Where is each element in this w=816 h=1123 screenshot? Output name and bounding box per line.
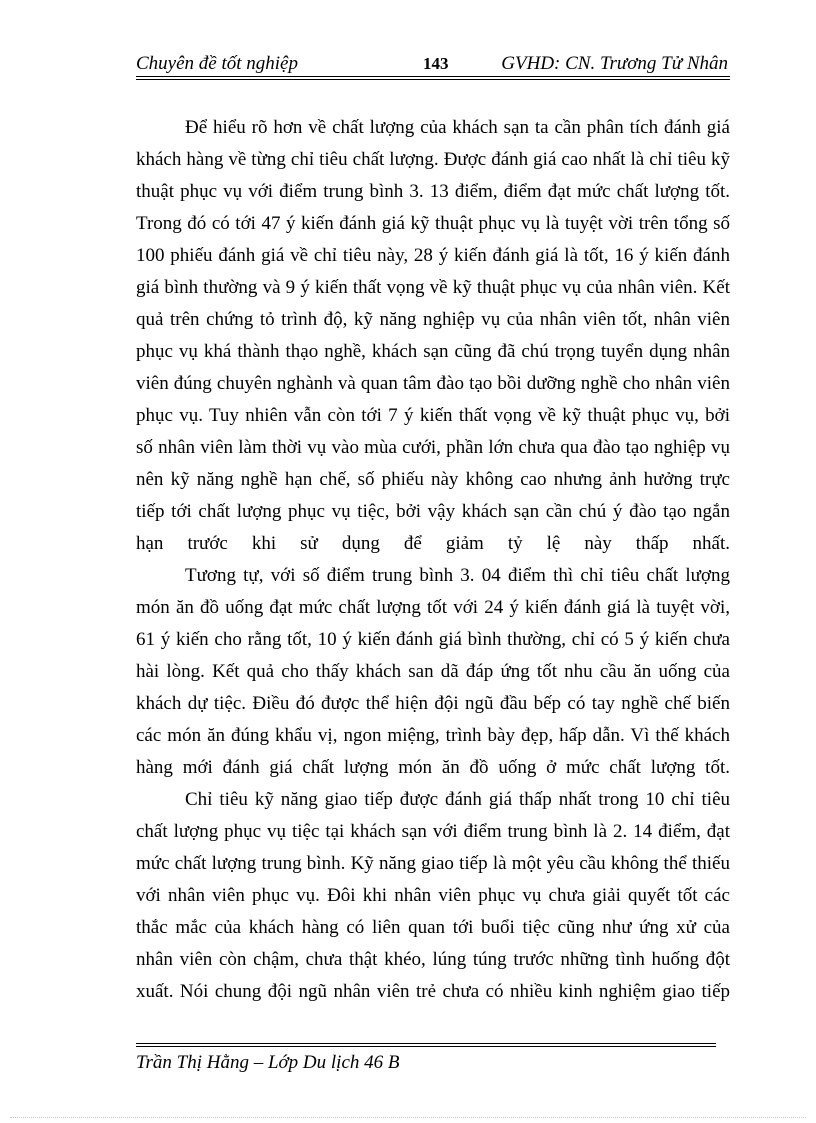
text-line: Chỉ tiêu kỹ năng giao tiếp được đánh giá thấp nhất trong 10 chỉ tiêu [185,789,730,810]
text-line: Trong đó có tới 47 ý kiến đánh giá kỹ thuật phục vụ là tuyệt vời trên tổng số [136,213,730,234]
header-page-number: 143 [423,54,449,73]
body-text [136,112,730,1008]
text-line: với nhân viên phục vụ. Đôi khi nhân viên phục vụ chưa giải quyết tốt các [136,885,730,906]
text-line: xuất. Nói chung đội ngũ nhân viên trẻ chưa có nhiều kinh nghiệm giao tiếp [136,981,730,1002]
text-line: khách dự tiệc. Điều đó được thể hiện đội ngũ đầu bếp có tay nghề chế biến [136,693,730,714]
text-line: số nhân viên làm thời vụ vào mùa cưới, phần lớn chưa qua đào tạo nghiệp vụ [136,437,730,458]
page-footer: Trần Thị Hằng – Lớp Du lịch 46 B [136,1052,400,1073]
footer-rule-thin [136,1043,716,1044]
text-line: nên kỹ năng nghề hạn chế, số phiếu này không cao nhưng ảnh hưởng trực [136,469,730,490]
page-bottom-divider [10,1117,806,1118]
text-line: chất lượng phục vụ tiệc tại khách sạn với điểm trung bình là 2. 14 điểm, đạt [136,821,730,842]
text-line: hài lòng. Kết quả cho thấy khách san dã đáp ứng tốt nhu cầu ăn uống của [136,661,730,682]
text-line: thắc mắc của khách hàng có liên quan tới buổi tiệc cũng như ứng xử của [136,917,730,938]
header-rule [136,76,730,77]
text-line: tiếp tới chất lượng phục vụ tiệc, bởi vậy khách sạn cần chú ý đào tạo ngắn [136,501,730,522]
text-line: khách hàng về từng chỉ tiêu chất lượng. Được đánh giá cao nhất là chỉ tiêu kỹ [136,149,730,170]
text-line: phục vụ khá thành thạo nghề, khách sạn cũng đã chú trọng tuyển dụng nhân [136,341,730,362]
text-line: viên đúng chuyên nghành và quan tâm đào tạo bồi dưỡng nghề cho nhân viên [136,373,730,394]
text-line: các món ăn đúng khẩu vị, ngon miệng, trình bày đẹp, hấp dẫn. Vì thế khách [136,725,730,746]
text-line: hàng mới đánh giá chất lượng món ăn đồ uống ở mức chất lượng tốt. [136,757,730,778]
text-line: món ăn đồ uống đạt mức chất lượng tốt với 24 ý kiến đánh giá là tuyệt vời, [136,597,730,618]
text-line: Để hiểu rõ hơn về chất lượng của khách sạn ta cần phân tích đánh giá [185,117,730,138]
text-line: mức chất lượng trung bình. Kỹ năng giao tiếp là một yêu cầu không thể thiếu [136,853,730,874]
text-line: giá bình thường và 9 ý kiến thất vọng về kỹ thuật phục vụ của nhân viên. Kết [136,277,730,298]
text-line: thuật phục vụ với điểm trung bình 3. 13 điểm, điểm đạt mức chất lượng tốt. [136,181,730,202]
footer-rule [136,1046,716,1047]
text-line: nhân viên còn chậm, chưa thật khéo, lúng túng trước những tình huống đột [136,949,730,970]
text-line: 61 ý kiến cho rằng tốt, 10 ý kiến đánh giá bình thường, chỉ có 5 ý kiến chưa [136,629,730,650]
header-rule-thin [136,79,730,80]
text-line: quả trên chứng tỏ trình độ, kỹ năng nghiệp vụ của nhân viên tốt, nhân viên [136,309,730,330]
text-line: Tương tự, với số điểm trung bình 3. 04 điểm thì chỉ tiêu chất lượng [185,565,730,586]
text-line: phục vụ. Tuy nhiên vẫn còn tới 7 ý kiến thất vọng về kỹ thuật phục vụ, bởi [136,405,730,426]
text-line: hạn trước khi sử dụng để giảm tỷ lệ này thấp nhất. [136,533,730,554]
text-line: 100 phiếu đánh giá về chỉ tiêu này, 28 ý kiến đánh giá là tốt, 16 ý kiến đánh [136,245,730,266]
header-document-title: Chuyên đề tốt nghiệp [136,53,298,74]
header-advisor: GVHD: CN. Trương Tử Nhân [501,53,728,74]
